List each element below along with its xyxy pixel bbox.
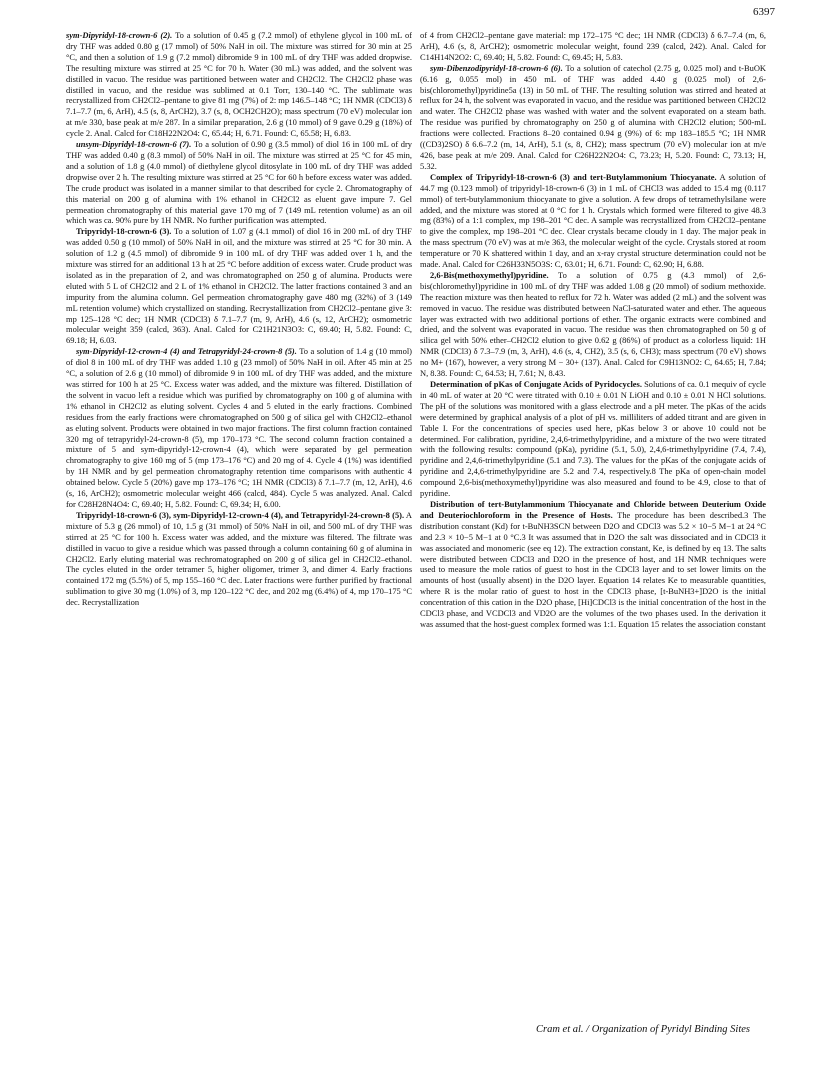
paragraph <box>420 63 766 172</box>
paragraph-text: A solution of 44.7 mg (0.123 mmol) of tripyridyl-18-crown-6 (3) in 1 mL of CHCl3 was added to 15.4 mg (0.117 mmol) of tert-butylammonium thiocyanate to give a solution. A few drops of tetramethylsilane were added, and the mixture was stored at 0 °C for 1 h. Crystals which formed were filtered to give 48.3 mg (83%) of a 1:1 complex, mp 198–201 °C dec. A sample was recrystallized from CH2Cl2–pentane to give the complex, mp 198–201 °C dec. Clear crystals became cloudy in 1 day. The major peak in the mass spectrum (70 eV) was at m/e 363, the molecular weight of the cycle. Crystals stored at room temperature or 70 K shattered within 1 day, and an x-ray crystal structure determination could not be made. Anal. Calcd for C26H33N5O3S: C, 63.01; H, 6.71. Found: C, 62.90; H, 6.88. <box>420 171 766 270</box>
paragraph-text: Solutions of ca. 0.1 mequiv of cycle in 40 mL of water at 20 °C were titrated with 0.10 ± 0.01 N LiOH and 0.10 ± 0.01 N HCl solutions. The pH of the solutions was monitored with a glass electrode and a pH meter. The pKas of the acids were determined by graphical analysis of a plot of pH vs. milliliters of added titrant and are given in Table I. For the concentrations of species used here, pKas below 3 or above 10 could not be determined. For calibration, pyridine, 2,4,6-trimethylpyridine, and a mixture of the two were titrated with the following results: compound (pKa), pyridine (5.1, 5.0), 2,4,6-trimethylpyridine (7.4, 7.4), pyridine and 2,4,6-trimethylpyridine (5.1 and 7.3). The values for the pKas of the conjugate acids of pyridine and 2,4,6-trimethylpyridine are 5.2 and 7.4, respectively.8 The pKa of open-chain model compound 2,6-bis(methoxymethyl)pyridine was also measured and found to be 4.9, close to that of pyridine. <box>420 379 766 499</box>
paragraph-heading: Determination of pKas of Conjugate Acids of Pyridocycles. <box>430 379 642 389</box>
page-number: 6397 <box>753 6 775 18</box>
paragraph-text: of 4 from CH2Cl2–pentane gave material: mp 172–175 °C dec; 1H NMR (CDCl3) δ 6.7–7.4 (m, 6, ArH), 4.6 (s, 8, ArCH2); osmometric molecular weight, found 239 (calcd, 242). Anal. Calcd for C14H14N2O2: C, 69.40; H, 5.82. Found: C, 69.45; H, 5.83. <box>420 30 766 62</box>
left-column <box>66 30 412 1020</box>
paragraph-text: To a solution of 0.45 g (7.2 mmol) of ethylene glycol in 100 mL of dry THF was added 0.80 g (17 mmol) of 50% NaH in oil. The mixture was stirred for 30 min at 25 °C, and then a solution of 1.9 g (7.2 mmol) dibromide 9 in 100 mL of dry THF was added dropwise. The resulting mixture was stirred at 25 °C for 70 h. Water (30 mL) was added, and the solvent was distilled in vacuo. The residue was partitioned between water and CH2Cl2. The CH2Cl2 phase was distilled in vacuo, and the residue was sublimed at 0.1 Torr, 130–140 °C. The sublimate was recrystallized from CH2Cl2–pentane to give 81 mg (7%) of 2: mp 146.5–148 °C; 1H NMR (CDCl3) δ 7.1–7.7 (m, 6, ArH), 4.5 (s, 8, ArCH2), 3.7 (s, 8, OCH2CH2O); mass spectrum (70 eV) molecular ion at m/e 330, base peak at m/e 287. In a similar preparation, 2.6 g (10 mmol) of 9 gave 0.29 g (18%) of cycle 2. Anal. Calcd for C18H22N2O4: C, 65.44; H, 6.71. Found: C, 65.58; H, 6.83. <box>66 30 412 139</box>
paragraph-heading: Complex of Tripyridyl-18-crown-6 (3) and tert-Butylammonium Thiocyanate. <box>430 171 717 182</box>
paragraph-text: To a solution of 0.90 g (3.5 mmol) of diol 16 in 100 mL of dry THF was added 0.40 g (8.3 mmol) of 50% NaH in oil. The mixture was stirred at 25 °C for 45 min, and a solution of 1.8 g (4.0 mmol) of diethylene glycol ditosylate in 100 mL of dry THF was added dropwise over 2 h. The resulting mixture was stirred at 25 °C for 60 h before excess water was added. The crude product was isolated in a manner similar to that described for cycle 2. Chromatography of this material on 200 g of alumina with 1% ethanol in CH2Cl2 as eluent gave impure 7. Gel permeation chromatography of this material gave 170 mg of 7 (149 mL retention volume) as an oil which was ca. 90% pure by 1H NMR. No further purification was attempted. <box>66 139 412 226</box>
paragraph <box>66 226 412 346</box>
paragraph-heading: sym-Dibenzodipyridyl-18-crown-6 (6). <box>430 62 563 73</box>
running-title: Cram et al. / Organization of Pyridyl Binding Sites <box>536 1024 750 1035</box>
paragraph-heading: Tripyridyl-18-crown-6 (3). <box>76 226 172 237</box>
paragraph <box>66 510 412 608</box>
paragraph <box>66 139 412 226</box>
paragraph-text: To a solution of catechol (2.75 g, 0.025 mol) and t-BuOK (6.16 g, 0.055 mol) in 450 mL of THF was added 4.40 g (0.025 mol) of 2,6-bis(chloromethyl)pyridine5a (13) in 50 mL of THF. The resulting solution was stirred and heated at reflux for 24 h, the solvent was evaporated in vacuo, and the residue was partitioned between CH2Cl2 and water. The CH2Cl2 phase was washed with water and the solvent evaporated on a steam bath. The residue was purified by chromatography on 250 g of alumina with CH2Cl2 elution; 500-mL fractions were collected. Fractions 8–20 contained 0.94 g (9%) of 6: mp 183–185.5 °C; 1H NMR ((CD3)2SO) δ 6.6–7.2 (m, 14, ArH), 5.1 (s, 8, CH2); mass spectrum (70 eV) molecular ion at m/e 426, base peak at m/e 209. Anal. Calcd for C26H22N2O4: C, 73.23; H, 5.20. Found: C, 73.13; H, 5.32. <box>420 62 766 171</box>
paragraph-heading: sym-Dipyridyl-18-crown-6 (2). <box>66 30 173 40</box>
paragraph <box>420 30 766 63</box>
paragraph <box>420 270 766 379</box>
paragraph <box>66 30 412 139</box>
paragraph <box>66 346 412 510</box>
paragraph <box>420 172 766 270</box>
right-column <box>420 30 766 1020</box>
paragraph <box>420 499 766 630</box>
paragraph-heading: sym-Dipyridyl-12-crown-4 (4) and Tetrapyridyl-24-crown-8 (5). <box>76 346 297 357</box>
paragraph-heading: 2,6-Bis(methoxymethyl)pyridine. <box>430 269 549 280</box>
paragraph-text: To a solution of 1.4 g (10 mmol) of diol 8 in 100 mL of dry THF was added 1.10 g (23 mmol) of 50% NaH in oil. After 45 min at 25 °C, a solution of 2.6 g (10 mmol) of dibromide 9 in 100 mL of dry THF was added, and the mixture was stirred for 100 h at 25 °C. Excess water was added, and the mixture was filtered. Distillation of the solvent in vacuo left a residue which was purified by chromatography on 100 g of alumina with 1% ethanol in CH2Cl2 as eluting solvent. Cycles 4 and 5 eluted in the early fractions. Combined residues from the early fractions were chromatographed on 500 g of silica gel with CH2Cl2–ethanol as eluting solvent. Products were obtained in two major fractions. The first column fraction contained 320 mg of tetrapyridyl-24-crown-8 (5), mp 170–173 °C. The second column fraction contained a mixture of 5 and sym-dipyridyl-12-crown-4 (4), which were separated by gel permeation chromatography to give 160 mg of 5 (mp 173–176 °C) and 20 mg of 4. Cycle 4 (1%) was identified by 1H NMR and by gel permeation chromatography retention time comparisons with authentic 4 obtained below. Cycle 5 (20%) gave mp 173–176 °C; 1H NMR (CDCl3) δ 7.1–7.7 (m, 12, ArH), 4.6 (s, 16, ArCH2); osmometric molecular weight 466 (calcd, 484). Cycle 5 was analyzed. Anal. Calcd for C28H28N4O4: C, 69.40; H, 5.82. Found: C, 69.34; H, 6.00. <box>66 346 412 509</box>
paragraph-text: The procedure has been described.3 The distribution constant (Kd) for t-BuNH3SCN between D2O and CDCl3 was 5.2 × 10−5 M−1 at 24 °C and 2.3 × 10−5 M−1 at 0 °C.3 It was assumed that in D2O the salt was dissociated and in CDCl3 it was associated and monomeric (see eq 12). The extraction constant, Ke, is defined by eq 13. The salts were distributed between CDCl3 and D2O in the presence of host, and 1H NMR techniques were used to measure the mole ratios of guest to host in the CDCl3 layer and to set lower limits on the amounts of host (usually absent) in the D2O layer. Equation 14 relates Ke to measurable quantities, where R is the molar ratio of guest to host in the CDCl3 phase, [t-BuNH3+]D2O is the initial concentration of this cation in the D2O phase, [Hi]CDCl3 is the initial concentration of the host in the CDCl3 phase, and VCDCl3 and VD2O are the volumes of the two phases used. In the derivation it was assumed that the host-guest complex formed was 1:1. Equation 15 relates the association constant <box>420 509 766 629</box>
paragraph-heading: unsym-Dipyridyl-18-crown-6 (7). <box>76 139 192 150</box>
paragraph-text: To a solution of 0.75 g (4.3 mmol) of 2,6-bis(chloromethyl)pyridine in 100 mL of dry THF was added 1.08 g (20 mmol) of sodium methoxide. The reaction mixture was then heated to reflux for 72 h. Water was added (2 mL) and the solvent was removed in vacuo. The residue was distributed between NaCl-saturated water and ether. The aqueous layer was extracted with two additional portions of ether. The organic extracts were combined and dried, and the solvent was evaporated in vacuo. The residue was then chromatographed on 50 g of silica gel with 50% ether–CH2Cl2 elution to give 0.62 g (86%) of product as a colorless liquid: 1H NMR (CDCl3) δ 7.3–7.9 (m, 3, ArH), 4.6 (s, 4, CH2), 3.5 (s, 6, CH3); mass spectrum (70 eV) shows no M+ (167), however, a very strong M − 30+ (137). Anal. Calcd for C9H13NO2: C, 64.65; H, 7.84; N, 8.38. Found: C, 64.53; H, 7.61; N, 8.43. <box>420 269 766 379</box>
paragraph-heading: Distribution of tert-Butylammonium Thiocyanate and Chloride between Deuterium Oxide and Deuteriochloroform in the Presence of Hosts. <box>420 498 766 520</box>
paragraph-text: A mixture of 5.3 g (26 mmol) of 10, 1.5 g (31 mmol) of 50% NaH in oil, and 500 mL of dry THF was stirred at 25 °C for 100 h. Excess water was added, and the mixture was filtered. The filtrate was distilled in vacuo to give a residue which was passed through a column containing 60 g of alumina in CH2Cl2. Early eluting material was rechromatographed on 200 g of silica gel in CH2Cl2–ethanol. The cycles eluted in the order tetramer 5, higher oligomer, trimer 3, and dimer 4. Early fractions contained 172 mg (5.5%) of 5, mp 155–160 °C dec. Later fractions were further purified by fractional sublimation to give 30 mg (1.0%) of 3, mp 120–122 °C dec, and 202 mg (6.4%) of 4, mp 170–175 °C dec. Recrystallization <box>66 509 412 608</box>
paragraph-text: To a solution of 1.07 g (4.1 mmol) of diol 16 in 200 mL of dry THF was added 0.50 g (10 mmol) of 50% NaH in oil, and the mixture was stirred at 25 °C for 30 min. A solution of 1.2 g (4.5 mmol) of dibromide 9 in 100 mL of dry THF was added over 1 h, and the mixture was stirred for an additional 13 h at 25 °C before addition of excess water. Crude product was isolated as in the preparation of 2, and was chromatographed on 250 g of alumina. Products were eluted with 5 L of CH2Cl2 and 2 L of 1% ethanol in CH2Cl2. The latter fractions contained 3 and an impurity from the alumina column. Gel permeation chromatography gave 480 mg (32%) of 3 (149 mL retention volume) which crystallized on standing. Recrystallization from CH2Cl2–pentane give 3: mp 125–128 °C dec; 1H NMR (CDCl3) δ 7.1–7.7 (m, 9, ArH), 4.6 (s, 12, ArCH2); osmometric molecular weight 359 (calcd, 363). Anal. Calcd for C21H21N3O3: C, 69.40; H, 5.82. Found: C, 69.18; H, 6.03. <box>66 226 412 346</box>
paragraph <box>420 379 766 499</box>
paragraph-heading: Tripyridyl-18-crown-6 (3), sym-Dipyridyl-12-crown-4 (4), and Tetrapyridyl-24-crown-8 (5). <box>76 509 405 520</box>
